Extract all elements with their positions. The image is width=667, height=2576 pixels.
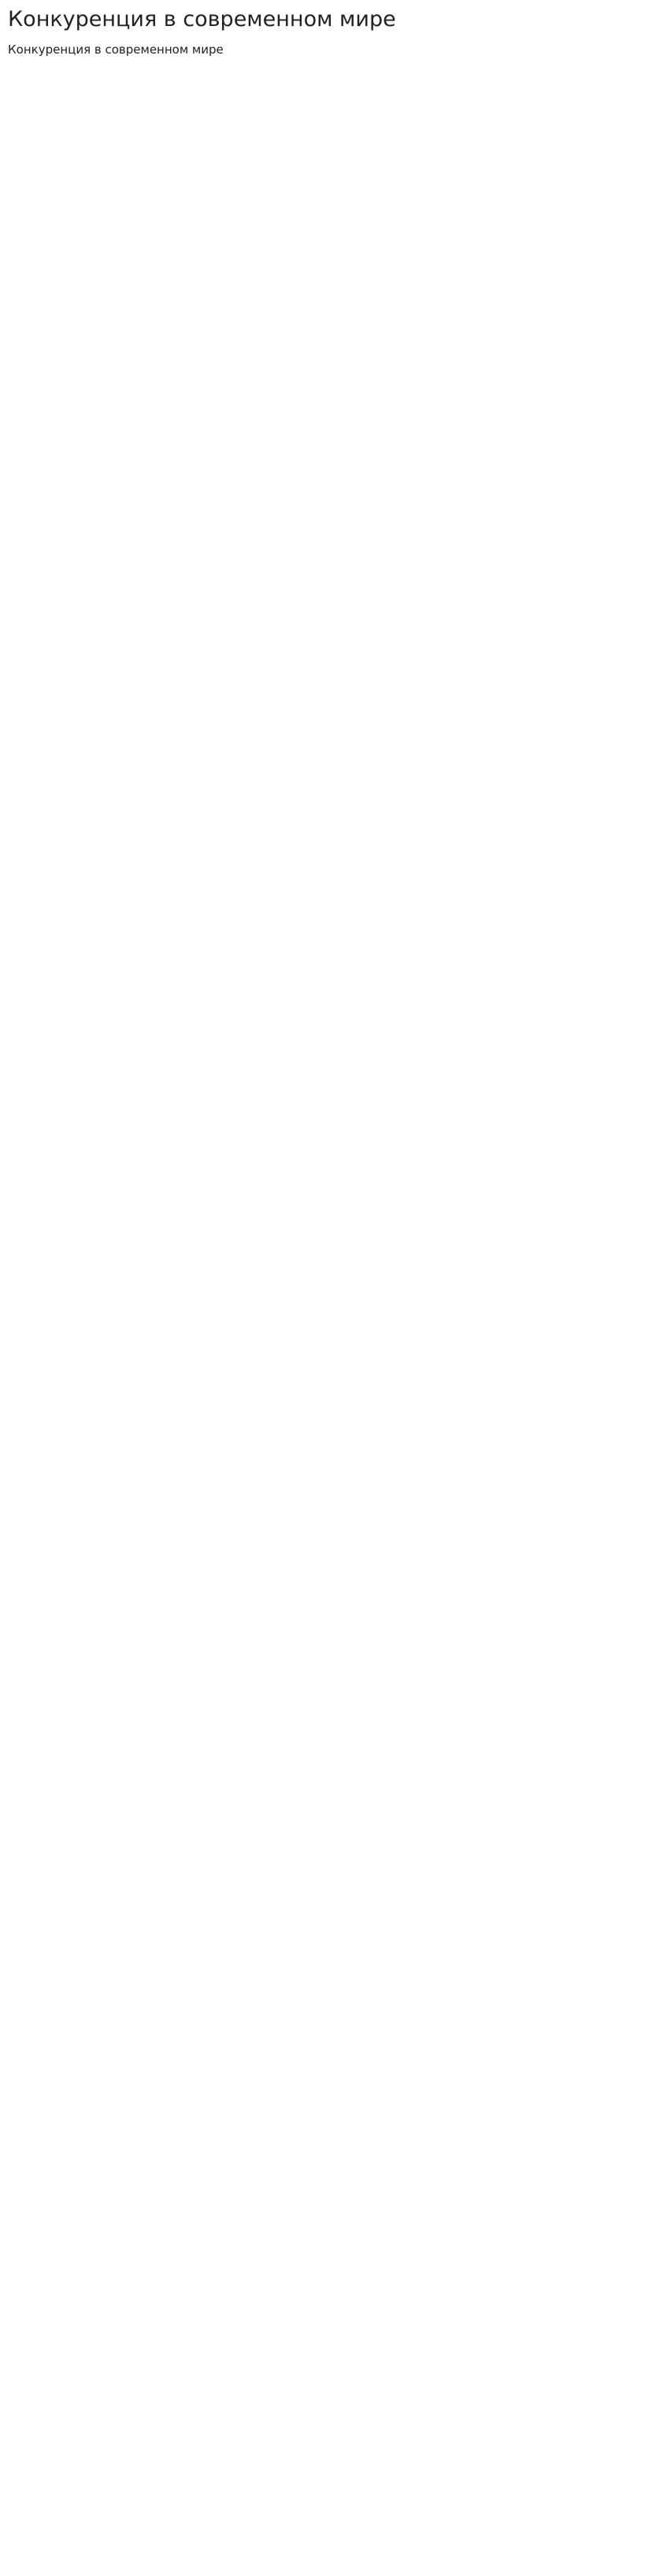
- article-paragraph: [8, 131, 659, 150]
- article-paragraph: [8, 227, 659, 246]
- article-body: [8, 68, 659, 372]
- article-subtitle: Конкуренция в современном мире: [8, 42, 224, 57]
- article-paragraph: [8, 163, 659, 182]
- article-page: [0, 0, 667, 401]
- article-paragraph: [8, 353, 659, 372]
- article-paragraph: [8, 258, 659, 277]
- article-paragraph: [8, 290, 659, 309]
- article-paragraph: [8, 194, 659, 213]
- page-title: Конкуренция в современном мире: [8, 7, 396, 31]
- article-paragraph: [8, 100, 659, 119]
- article-paragraph: [8, 322, 659, 341]
- article-paragraph: [8, 68, 659, 87]
